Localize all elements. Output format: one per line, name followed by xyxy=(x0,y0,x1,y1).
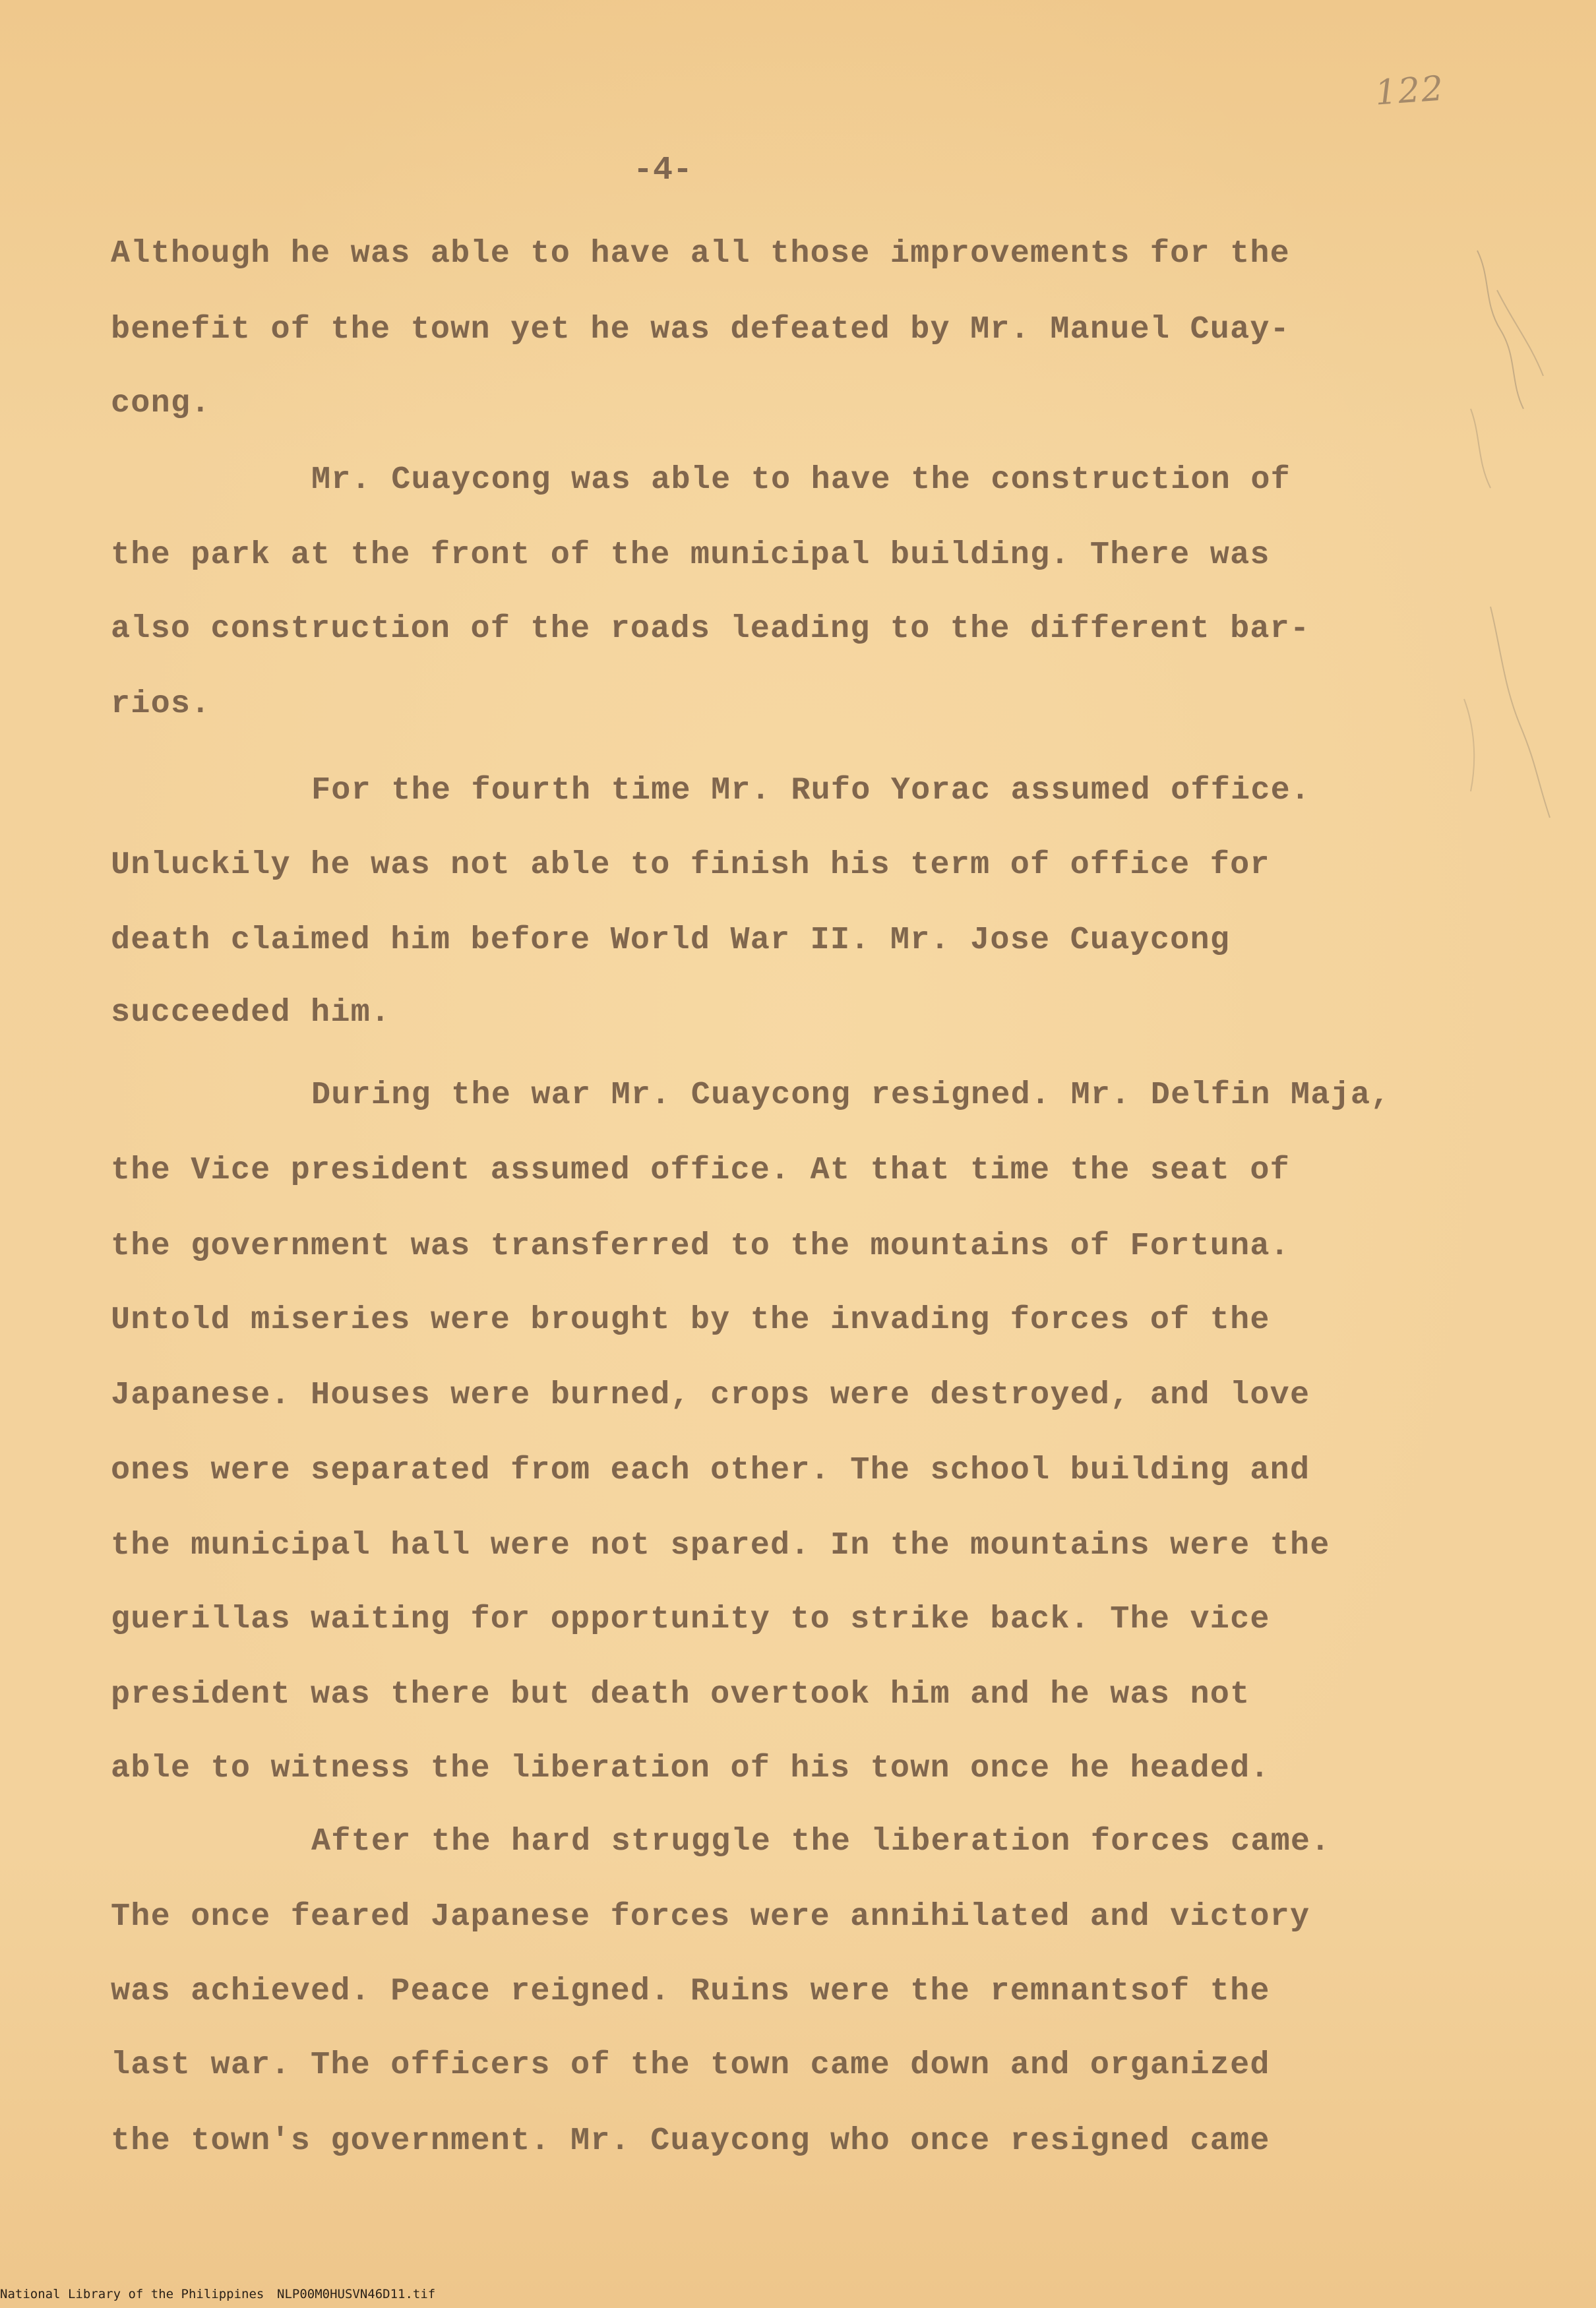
footer-library-name: National Library of the Philippines xyxy=(0,2287,264,2301)
text-line: Japanese. Houses were burned, crops were destroyed, and love xyxy=(111,1377,1310,1413)
text-line: last war. The officers of the town came down and organized xyxy=(111,2047,1270,2083)
text-line: was achieved. Peace reigned. Ruins were the remnantsof the xyxy=(111,1973,1270,2009)
text-line: Mr. Cuaycong was able to have the construction of xyxy=(311,462,1291,498)
text-line: ones were separated from each other. The school building and xyxy=(111,1452,1310,1488)
text-line: For the fourth time Mr. Rufo Yorac assumed office. xyxy=(311,772,1311,808)
text-line: Unluckily he was not able to finish his term of office for xyxy=(111,847,1270,883)
text-line: Untold miseries were brought by the invading forces of the xyxy=(111,1302,1270,1338)
text-line: death claimed him before World War II. Mr. Jose Cuaycong xyxy=(111,922,1231,958)
text-line: succeeded him. xyxy=(111,994,391,1031)
text-line: rios. xyxy=(111,686,211,722)
text-line: president was there but death overtook him and he was not xyxy=(111,1676,1250,1713)
text-line: During the war Mr. Cuaycong resigned. Mr. Delfin Maja, xyxy=(311,1077,1391,1113)
text-line: the municipal hall were not spared. In the mountains were the xyxy=(111,1527,1330,1564)
page-number: -4- xyxy=(633,152,693,189)
margin-pencil-marks xyxy=(1451,237,1583,897)
text-line: benefit of the town yet he was defeated by Mr. Manuel Cuay- xyxy=(111,311,1290,348)
text-line: the Vice president assumed office. At that time the seat of xyxy=(111,1152,1290,1188)
text-line: the town's government. Mr. Cuaycong who once resigned came xyxy=(111,2123,1270,2159)
text-line: guerillas waiting for opportunity to strike back. The vice xyxy=(111,1601,1270,1637)
footer-filename: NLP00M0HUSVN46D11.tif xyxy=(277,2287,436,2301)
text-line: the park at the front of the municipal building. There was xyxy=(111,537,1270,573)
text-line: After the hard struggle the liberation forces came. xyxy=(311,1823,1331,1860)
folio-number: 122 xyxy=(1374,69,1446,113)
text-line: the government was transferred to the mountains of Fortuna. xyxy=(111,1228,1290,1264)
text-line: The once feared Japanese forces were annihilated and victory xyxy=(111,1898,1310,1935)
text-line: able to witness the liberation of his town once he headed. xyxy=(111,1750,1270,1786)
text-line: also construction of the roads leading to the different bar- xyxy=(111,611,1310,647)
text-line: Although he was able to have all those improvements for the xyxy=(111,235,1290,272)
text-line: cong. xyxy=(111,385,211,421)
